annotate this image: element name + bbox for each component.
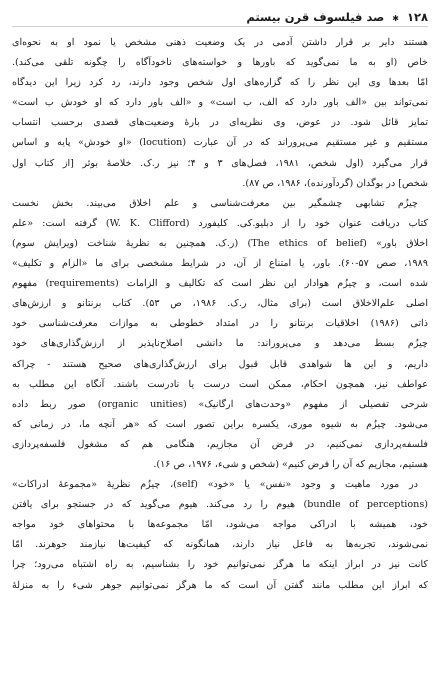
text-line: ذاتی (۱۹۸۶) اخلاقیات برنتانو را در امتداد خطوطی به موازات معرفت‌شناسی خود [12, 318, 428, 330]
header-separator-icon: ✱ [392, 14, 399, 23]
paragraph-2 [12, 194, 428, 475]
text-line: که ابراز این مطلب مانند گفتن آن است که ما هرگز نمی‌توانیم جوهر شیء را به منزلهٔ [12, 579, 428, 591]
text-line: در مورد ماهیت و وجود «نفس» یا «خود» (self)، چیزُم نظریهٔ «مجموعهٔ ادراکات» [12, 479, 418, 491]
text-line: چیزُم بسط می‌دهد و می‌پروراند: ما دانشی اصلاح‌ناپذیر از ارزش‌گذاری‌های خود [12, 338, 428, 350]
text-line: اصلی علم‌الاخلاق است (برای مثال، ر.ک. ۱۹۸۶، ص ۵۳). کتاب برنتانو و ارزش‌های [12, 298, 428, 310]
text-line: خود، همیشه با ادراکی مواجه می‌شود، امّا مجموعه‌ها با محتواهای خود مواجه [12, 519, 428, 531]
running-title: صد فیلسوف قرن بیستم [246, 10, 385, 24]
text-line: شخص] در بوگدان (گردآورنده)، ۱۹۸۶، ص ۸۷). [242, 177, 428, 189]
text-line: خاص (او به ما نمی‌گوید که باورها و خواسته‌های ناخودآگاه را چگونه تلقی می‌کند). [12, 57, 428, 69]
text-line: داریم، و این ها شواهدی قابل قبول برای ارزش‌گذاری‌های صحیح هستند - چراکه [12, 358, 428, 370]
text-line: هستند دایر بر قرار داشتن آدمی در یک وضعیت ذهنی مشخص یا نمود او به نحوه‌ای [12, 37, 428, 48]
paragraph-1 [12, 33, 428, 194]
text-line: کانت نیز در ابراز اینکه ما هرگز نمی‌توانیم خود را بشناسیم، به راه اشتباه می‌رود؛ چرا [12, 559, 428, 571]
header-left-group [246, 8, 428, 27]
text-line: مستقیم و غیر مستقیم می‌پروراند که در آن عبارت (locution) «او خودش» پایه و اساس [12, 137, 428, 149]
running-header [12, 8, 428, 27]
text-line: شرحی تفصیلی از مفهوم «وحدت‌های ارگانیک» (organic unities) صور ربط داده [12, 398, 428, 410]
text-line: تمایز قائل شود. در عوض، وی نظریه‌ای در بارهٔ وضعیت‌های قصدی برحسب انتساب [12, 117, 428, 129]
paragraph-3 [12, 475, 428, 596]
text-line: قرار می‌گیرد (اول شخص، ۱۹۸۱، فصل‌های ۳ و ۴؛ نیز ر.ک. خلاصهٔ بوئر [از کتاب اول [12, 157, 428, 169]
text-line: کتاب دریافت عنوان خود را از دبلیو.کی. کلیفورد (W. K. Clifford) گرفته است: «علم [12, 217, 428, 229]
text-line: چیزُم تشابهی چشمگیر بین معرفت‌شناسی و علم اخلاق می‌بیند. بخش نخست [12, 197, 418, 209]
text-line: نمی‌شوند، تجربه‌ها به فاعل نیاز دارند، همانگونه که کیفیت‌ها نیازمند جوهرند. امّا [12, 539, 428, 551]
text-line: نمی‌تواند بین «الف باور دارد که الف، ب است» و «الف باور دارد که او خودش ب است» [12, 97, 428, 109]
text-line: می‌شود. چیزُم به شیوه موری، یکسره براین تصور است که «هر آنچه ما، در زمانی که [12, 418, 428, 430]
text-line: شده است، و چیزُم هوادار این نظر است که تکالیف و الزامات (requirements) مفهوم [12, 278, 428, 290]
text-line: فلسفه‌پردازی نمی‌کنیم، در فرض آن مجازیم، هنگامی هم که مشغول فلسفه‌پردازی [12, 438, 428, 450]
text-line: امّا بعدها وی این نظر را که گزاره‌های اول شخص وجود دارند، رد کرد زیرا این دیدگاه [12, 77, 428, 89]
text-line: ۱۹۸۹، صص ۵۷-۶۰). باور، یا امتناع از آن، در شرایط مشخصی برای ما «الزام و تکلیف» [12, 258, 428, 270]
text-line: اخلاق باور» (The ethics of belief) (ر.ک. همچنین به نظریهٔ شناخت (ویرایش سوم) [12, 237, 428, 249]
text-line: (bundle of perceptions) هیوم را رد می‌کند. هیوم می‌گوید که در جستجو برای یافتن [12, 499, 428, 511]
page-number: ۱۲۸ [406, 10, 428, 24]
text-line: هستیم، مجازیم که آن را فرض کنیم» (شخص و شیء، ۱۹۷۶، ص ۱۶). [153, 458, 428, 470]
text-line: عواطف نیز، همچون احکام، ممکن است درست یا نادرست باشند. آنگاه این مطلب به [12, 378, 428, 390]
